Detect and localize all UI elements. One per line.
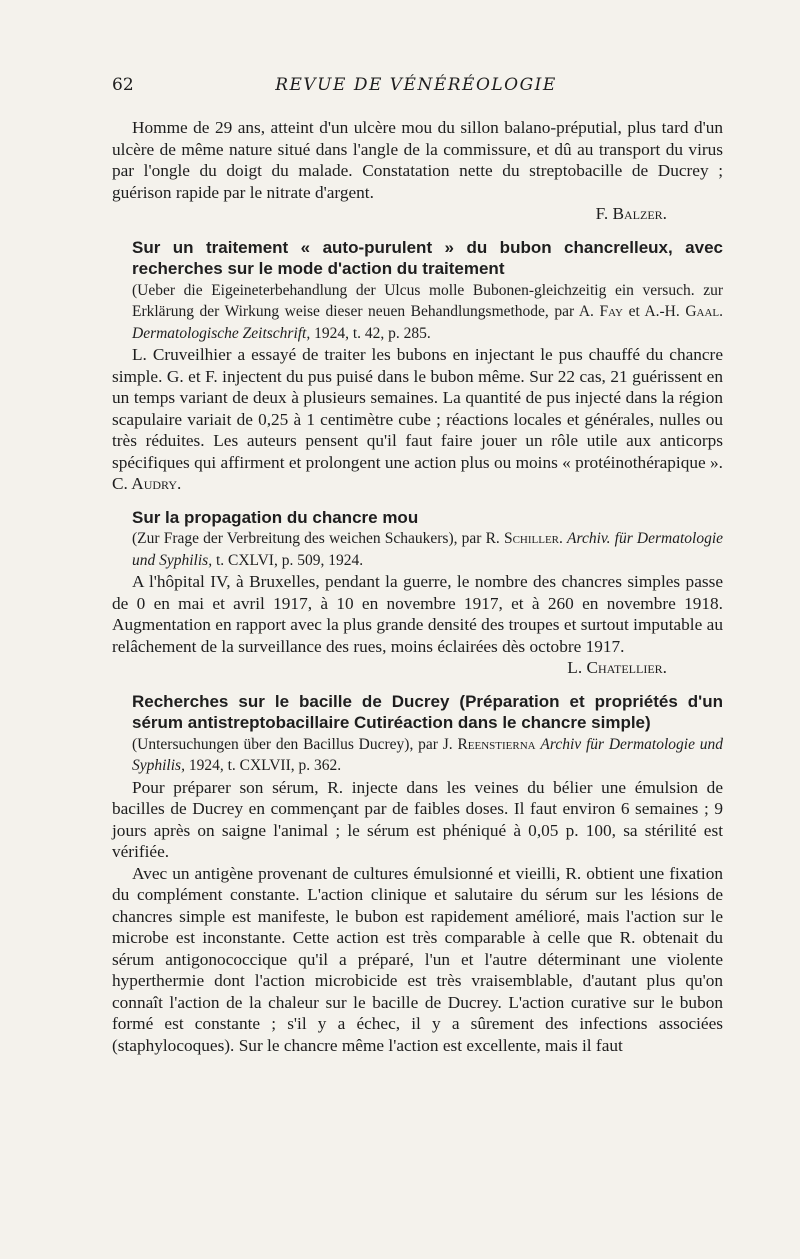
abstract-title: Sur la propagation du chancre mou	[132, 507, 419, 527]
page-number: 62	[112, 75, 134, 95]
abstract-title: Recherches sur le bacille de Ducrey (Préparation et propriétés d'un sérum antistreptobacillaire Cutiréaction dans le chancre simple)	[132, 691, 723, 732]
abstract-text: A l'hôpital IV, à Bruxelles, pendant la guerre, le nombre des chancres simples passe de 0 en mai et avril 1917, à 10 en novembre 1917, et à 260 en novembre 1918. Augmentation en rapport avec la plus grande densité des troupes et surtout imputable au relâchement de la surveillance des rues, moins éclairées dès octobre 1917.	[112, 572, 723, 656]
abstract-heading	[112, 691, 723, 777]
author-signature: F. Balzer.	[595, 204, 667, 223]
abstract-text: Homme de 29 ans, atteint d'un ulcère mou du sillon balano-préputial, plus tard d'un ulcère de même nature situé dans l'angle de la commissure, et dû au transport du virus par l'ongle du doigt du malade. Constatation nette du streptobacille de Ducrey ; guérison rapide par le nitrate d'argent.	[112, 118, 723, 202]
abstract-fay-gaal	[112, 237, 723, 495]
abstract-heading	[112, 507, 723, 572]
abstract-balzer	[112, 117, 723, 225]
abstract-reenstierna	[112, 691, 723, 1057]
abstract-schiller	[112, 507, 723, 679]
abstract-text: L. Cruveilhier a essayé de traiter les bubons en injectant le pus chauffé du chancre simple. G. et F. injectent du pus puisé dans le bubon même. Sur 22 cas, 21 guérissent en un temps variant de deux à plusieurs semaines. La quantité de pus injecté dans la région scapulaire variait de 0,25 à 1 centimètre cube ; réactions locales et générales, nulles ou très réduites. Les auteurs pensent qu'il faut faire jouer un rôle utile aux anticorps spécifiques qui affirment et prolongent une action plus ou moins « protéinothérapique ». C. Audry.	[112, 345, 723, 493]
abstract-title: Sur un traitement « auto-purulent » du bubon chancrelleux, avec recherches sur le mode d'action du traitement	[132, 237, 723, 278]
abstract-reference: (Ueber die Eigeineterbehandlung der Ulcus molle Bubonen-gleichzeitig ein versuch. zur Erklärung der Wirkung weise dieser neuen Behandlungsmethode, par A. Fay et A.-H. Gaal. Dermatologische Zeitschrift, 1924, t. 42, p. 285.	[132, 281, 724, 342]
abstract-reference: (Zur Frage der Verbreitung des weichen Schaukers), par R. Schiller. Archiv. für Dermatologie und Syphilis, t. CXLVI, p. 509, 1924.	[132, 530, 724, 569]
abstract-text: Pour préparer son sérum, R. injecte dans les veines du bélier une émulsion de bacilles de Ducrey en commençant par de faibles doses. Il faut environ 6 semaines ; 9 jours après on saigne l'animal ; le sérum est phéniqué à 0,05 p. 100, sa stérilité est vérifiée.	[112, 777, 723, 861]
abstract-heading	[112, 237, 723, 345]
author-signature: C. Audry.	[112, 474, 182, 493]
abstract-text: Avec un antigène provenant de cultures émulsionné et vieilli, R. obtient une fixation du complément constante. L'action clinique et salutaire du sérum sur les lésions de chancres simple est manifeste, le bubon est rapidement amélioré, mais l'action sur le microbe est inconstante. Cette action est très comparable à celle que R. obtenait du sérum antigonococcique qu'il a préparé, l'un et l'autre déterminant une violente hyperthermie dont l'action microbicide est très vraisemblable, d'autant plus qu'on connaît l'action de la chaleur sur le bacille de Ducrey. L'action curative sur le bubon formé est constante ; s'il y a échec, il y a sûrement des infections associées (staphylocoques). Sur le chancre même l'action est excellente, mais il faut	[112, 863, 723, 1055]
running-head	[112, 72, 720, 98]
abstract-reference: (Untersuchungen über den Bacillus Ducrey), par J. Reenstierna Archiv für Dermatologie und Syphilis, 1924, t. CXLVII, p. 362.	[132, 735, 724, 774]
journal-title: REVUE DE VÉNÉRÉOLOGIE	[275, 75, 557, 95]
article-body	[112, 117, 723, 1056]
author-signature: L. Chatellier.	[567, 658, 667, 677]
